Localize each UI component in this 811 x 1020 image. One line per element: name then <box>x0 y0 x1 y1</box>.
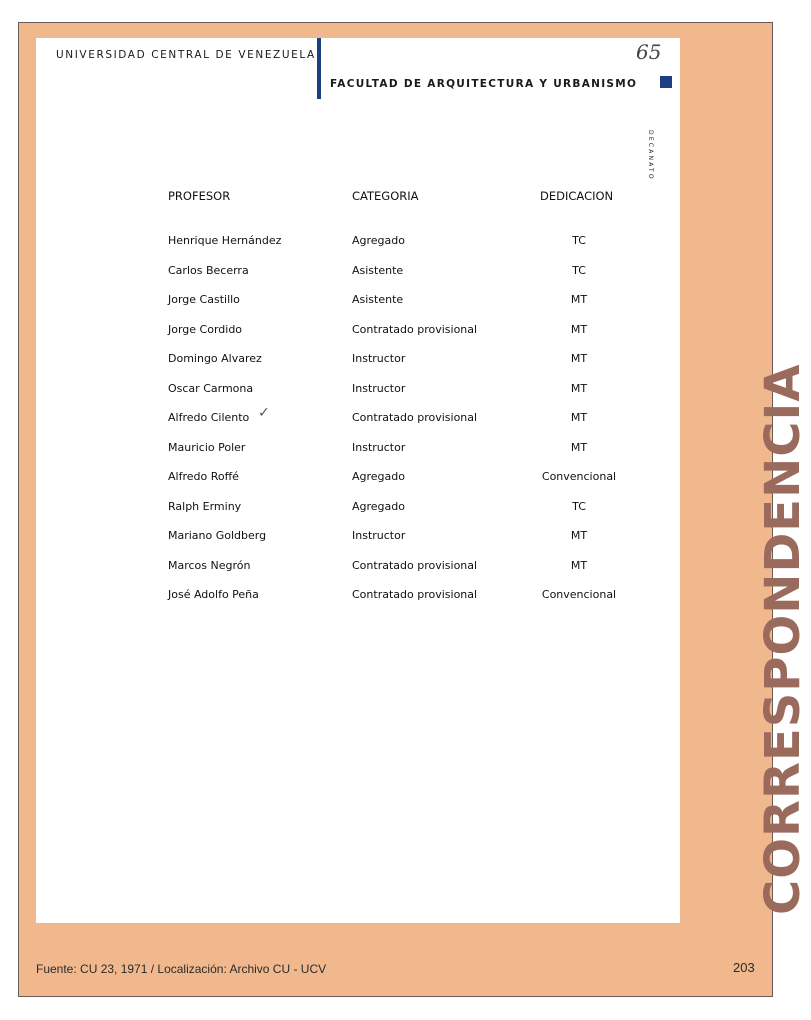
dedication-cell: TC <box>572 499 586 513</box>
letterhead-divider <box>317 38 321 99</box>
category-cell: Instructor <box>352 529 406 542</box>
dedication-cell: Convencional <box>541 588 617 601</box>
dedication-cell: TC <box>572 263 586 277</box>
professor-name-cell: Mariano Goldberg <box>168 529 267 542</box>
professor-name-cell: Domingo Alvarez <box>168 352 262 365</box>
side-title: CORRESPONDENCIA <box>755 363 811 915</box>
dedication-cell: TC <box>572 234 586 247</box>
faculty-name: FACULTAD DE ARQUITECTURA Y URBANISMO <box>330 78 638 90</box>
dedication-cell: MT <box>570 411 588 424</box>
professor-name-cell: Jorge Cordido <box>168 322 243 336</box>
category-cell: Contratado provisional <box>352 588 478 601</box>
category-cell: Asistente <box>352 293 404 306</box>
university-name: UNIVERSIDAD CENTRAL DE VENEZUELA <box>56 49 316 61</box>
professor-name-cell: Marcos Negrón <box>168 558 251 572</box>
checkmark-icon: ✓ <box>258 405 270 421</box>
category-cell: Instructor <box>352 381 406 395</box>
dedication-cell: Convencional <box>541 470 617 483</box>
professor-name-cell: Alfredo Cilento <box>168 411 250 424</box>
category-cell: Agregado <box>352 470 405 483</box>
category-cell: Contratado provisional <box>352 411 478 424</box>
dedication-cell: MT <box>570 529 588 542</box>
document-sheet <box>36 38 680 923</box>
page-number: 203 <box>733 960 755 975</box>
professor-name-cell: Oscar Carmona <box>168 381 254 395</box>
professor-name-cell: Ralph Erminy <box>168 499 242 513</box>
dedication-cell: MT <box>570 440 588 454</box>
professor-name-cell: José Adolfo Peña <box>168 588 259 601</box>
category-cell: Contratado provisional <box>352 322 478 336</box>
dedication-cell: MT <box>570 352 588 365</box>
category-cell: Instructor <box>352 440 406 454</box>
header-profesor: PROFESOR <box>168 189 231 203</box>
source-note: Fuente: CU 23, 1971 / Localización: Archivo CU - UCV <box>36 962 327 976</box>
dedication-cell: MT <box>570 558 588 572</box>
dedication-cell: MT <box>570 293 588 306</box>
header-dedicacion: DEDICACION <box>540 189 614 203</box>
letterhead-blue-square <box>660 76 672 88</box>
category-cell: Asistente <box>352 263 404 277</box>
dedication-cell: MT <box>570 322 588 336</box>
category-cell: Agregado <box>352 234 405 247</box>
dedication-cell: MT <box>570 381 588 395</box>
handwritten-page-number: 65 <box>636 40 662 64</box>
category-cell: Contratado provisional <box>352 558 478 572</box>
professor-name-cell: Jorge Castillo <box>168 293 240 306</box>
header-categoria: CATEGORIA <box>352 189 419 203</box>
category-cell: Agregado <box>352 499 405 513</box>
professor-name-cell: Alfredo Roffé <box>168 470 239 483</box>
professor-name-cell: Carlos Becerra <box>168 263 249 277</box>
category-cell: Instructor <box>352 352 406 365</box>
professor-name-cell: Mauricio Poler <box>168 440 246 454</box>
department-label: DECANATO <box>647 130 654 181</box>
professor-name-cell: Henrique Hernández <box>168 234 282 247</box>
